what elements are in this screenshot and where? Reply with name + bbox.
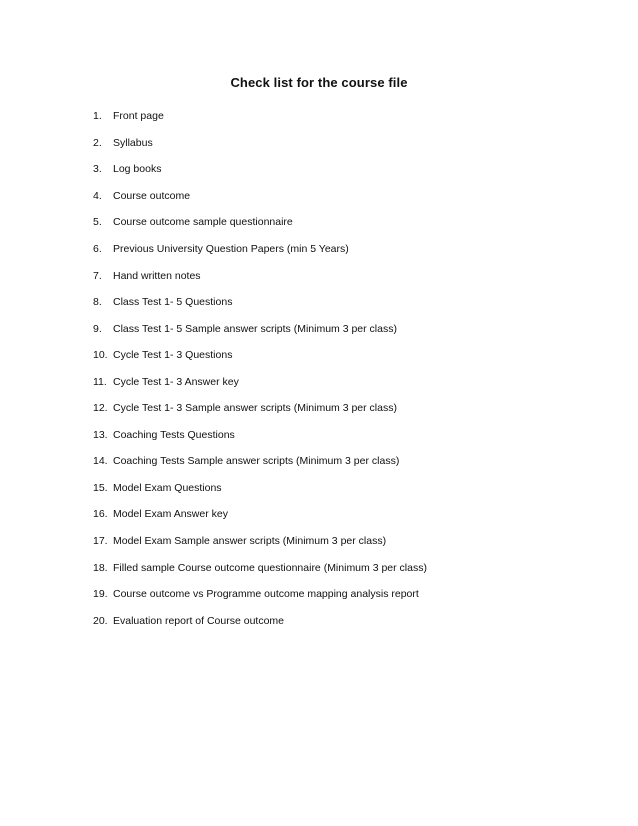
- list-item-text: Model Exam Sample answer scripts (Minimum 3 per class): [113, 535, 387, 548]
- list-item-text: Course outcome vs Programme outcome mapping analysis report: [113, 588, 419, 601]
- list-item-number: 5.: [93, 216, 102, 229]
- list-item: [93, 395, 427, 422]
- list-item: [93, 475, 427, 502]
- list-item-number: 18.: [93, 561, 108, 574]
- list-item-text: Cycle Test 1- 3 Questions: [113, 349, 233, 362]
- list-item-number: 9.: [93, 322, 102, 335]
- list-item: [93, 130, 427, 157]
- list-item-text: Previous University Question Papers (min 5 Years): [113, 243, 349, 255]
- list-item: [93, 236, 427, 263]
- list-item-number: 16.: [93, 508, 108, 521]
- list-item-text: Class Test 1- 5 Sample answer scripts (Minimum 3 per class): [113, 322, 397, 335]
- list-item-number: 10.: [93, 349, 108, 362]
- list-item-text: Model Exam Questions: [113, 481, 222, 494]
- list-item: [93, 422, 427, 449]
- checklist: [93, 103, 427, 634]
- list-item-text: Coaching Tests Sample answer scripts (Minimum 3 per class): [113, 455, 400, 468]
- list-item-number: 14.: [93, 455, 108, 468]
- list-item-number: 3.: [93, 163, 102, 176]
- list-item-number: 8.: [93, 296, 102, 309]
- list-item-text: Course outcome: [113, 189, 191, 202]
- list-item-number: 6.: [93, 243, 102, 255]
- list-item-text: Hand written notes: [113, 269, 201, 282]
- list-item-number: 7.: [93, 269, 102, 282]
- list-item-number: 2.: [93, 136, 102, 149]
- list-item: [93, 554, 427, 581]
- list-item-number: 11.: [93, 375, 107, 388]
- list-item-text: Class Test 1- 5 Questions: [113, 296, 233, 309]
- list-item: [93, 183, 427, 210]
- list-item-text: Cycle Test 1- 3 Answer key: [113, 375, 239, 388]
- list-item: [93, 448, 427, 475]
- list-item: [93, 315, 427, 342]
- list-item-number: 19.: [93, 588, 108, 601]
- list-item-text: Course outcome sample questionnaire: [113, 216, 293, 229]
- list-item-number: 17.: [93, 535, 108, 548]
- list-item-text: Coaching Tests Questions: [113, 428, 235, 441]
- page-title: Check list for the course file: [230, 75, 408, 90]
- list-item-text: Syllabus: [113, 136, 153, 149]
- list-item: [93, 262, 427, 289]
- list-item-number: 1.: [93, 110, 102, 123]
- list-item-number: 20.: [93, 614, 108, 627]
- list-item-number: 15.: [93, 481, 108, 494]
- list-item: [93, 501, 427, 528]
- list-item-text: Model Exam Answer key: [113, 508, 228, 521]
- list-item: [93, 103, 427, 130]
- list-item-text: Filled sample Course outcome questionnaire (Minimum 3 per class): [113, 561, 427, 574]
- list-item-text: Front page: [113, 110, 164, 123]
- list-item: [93, 342, 427, 369]
- list-item: [93, 209, 427, 236]
- list-item-number: 13.: [93, 428, 108, 441]
- list-item: [93, 156, 427, 183]
- list-item-text: Cycle Test 1- 3 Sample answer scripts (Minimum 3 per class): [113, 402, 397, 415]
- list-item: [93, 368, 427, 395]
- list-item-number: 12.: [93, 402, 108, 415]
- list-item: [93, 289, 427, 316]
- list-item-number: 4.: [93, 189, 102, 202]
- list-item-text: Log books: [113, 163, 162, 176]
- list-item-text: Evaluation report of Course outcome: [113, 614, 285, 627]
- list-item: [93, 607, 427, 634]
- list-item: [93, 528, 427, 555]
- list-item: [93, 581, 427, 608]
